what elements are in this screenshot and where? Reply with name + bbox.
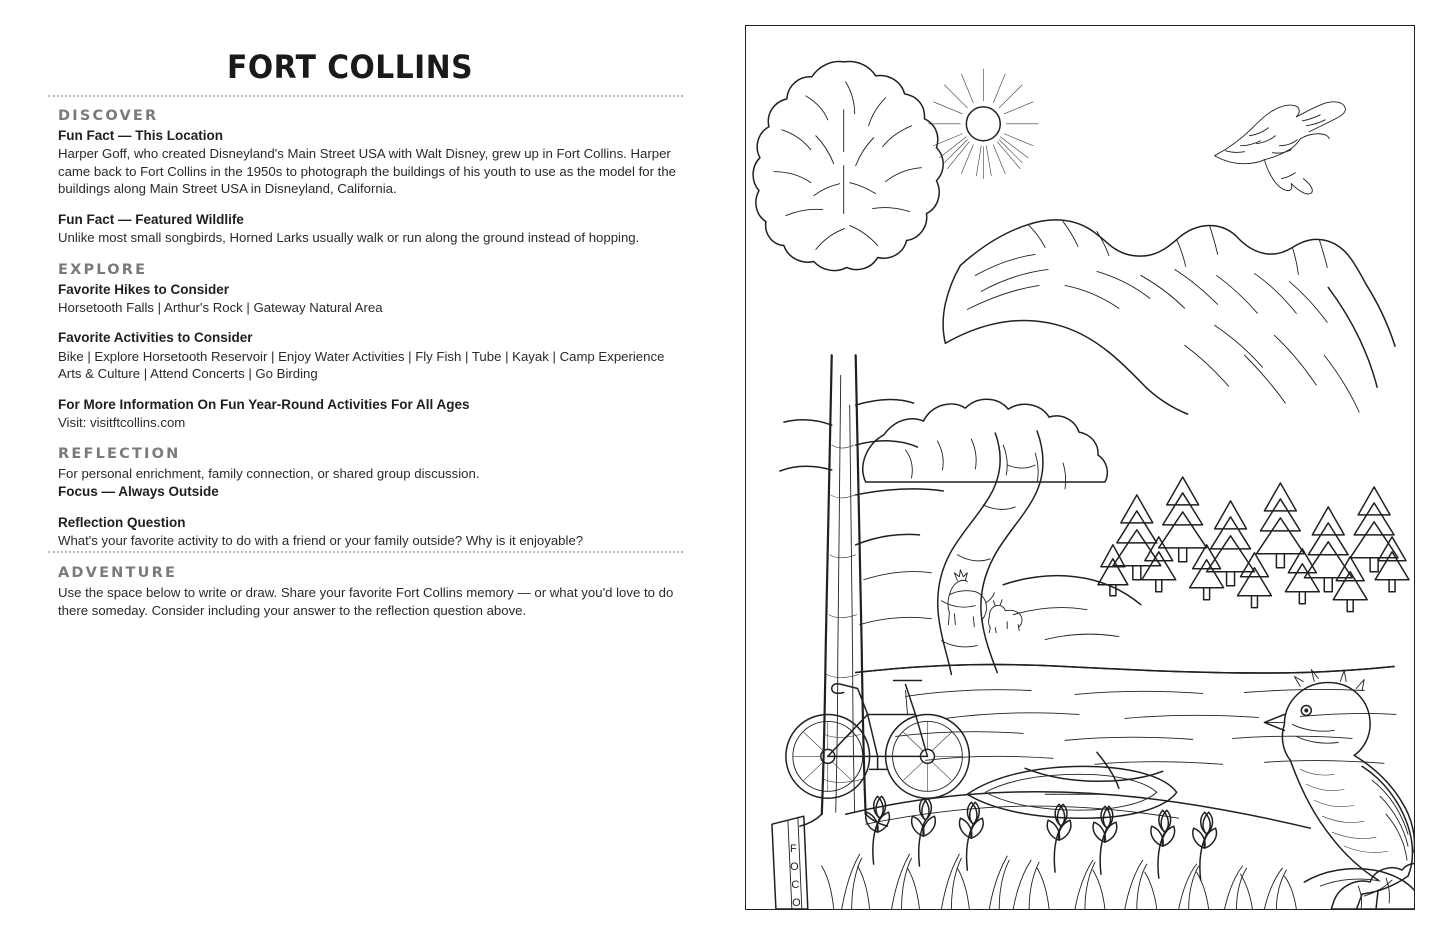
section-heading-explore: EXPLORE <box>58 261 148 278</box>
text-more-information: Visit: visitftcollins.com <box>58 414 186 430</box>
divider-top <box>48 95 683 97</box>
paddleboard-icon <box>967 752 1176 818</box>
text-reflection-intro: For personal enrichment, family connection, or shared group discussion. <box>58 466 480 482</box>
scene-svg <box>746 26 1414 909</box>
horsetooth-rock-ridge <box>943 220 1395 414</box>
soaring-hawk-icon <box>1215 102 1346 194</box>
section-heading-discover: DISCOVER <box>58 108 159 124</box>
wildflowers-and-grass <box>822 796 1414 909</box>
reservoir-water <box>846 665 1396 829</box>
text-column <box>0 0 700 935</box>
subheading-favorite-activities: Favorite Activities to Consider <box>58 330 253 346</box>
subheading-favorite-hikes: Favorite Hikes to Consider <box>58 281 230 297</box>
subheading-fun-fact-location: Fun Fact — This Location <box>58 128 223 143</box>
text-favorite-hikes: Horsetooth Falls | Arthur's Rock | Gateway Natural Area <box>58 299 383 315</box>
horned-lark-bird <box>1264 670 1414 909</box>
text-reflection-question: What's your favorite activity to do with a friend or your family outside? Why is it enjoyable? <box>58 533 584 549</box>
coloring-illustration-panel <box>745 25 1415 910</box>
content-body <box>58 108 683 619</box>
sun-with-rays-icon <box>928 69 1038 179</box>
text-fun-fact-wildlife: Unlike most small songbirds, Horned Larks usually walk or run along the ground instead of hopping. <box>58 230 640 246</box>
page-title: FORT COLLINS <box>227 48 473 86</box>
section-heading-adventure: ADVENTURE <box>58 565 178 581</box>
subheading-fun-fact-wildlife: Fun Fact — Featured Wildlife <box>58 211 244 227</box>
bicycle-icon <box>786 681 969 799</box>
subheading-reflection-question: Reflection Question <box>58 515 186 531</box>
svg-text:O: O <box>792 897 802 909</box>
subheading-focus: Focus — Always Outside <box>58 484 219 500</box>
post-label-text <box>790 843 802 909</box>
trail-marker-post <box>772 816 808 909</box>
divider-bottom <box>48 551 683 553</box>
subheading-more-information: For More Information On Fun Year-Round Activities For All Ages <box>58 396 470 412</box>
text-adventure: Use the space below to write or draw. Share your favorite Fort Collins memory — or what you'd love to do there someday. Consider including your answer to the reflection question above. <box>58 585 674 618</box>
svg-text:F: F <box>790 843 798 856</box>
svg-text:C: C <box>791 879 801 892</box>
section-heading-reflection: REFLECTION <box>58 446 181 463</box>
winding-trail <box>938 431 1043 674</box>
conifer-forest <box>863 399 1409 611</box>
text-fun-fact-location: Harper Goff, who created Disneyland's Main Street USA with Walt Disney, grew up in Fort Collins. Harper came back to Fort Collins in the 1950s to photograph the buildings of his youth to use as the model for the buildings along Main Street USA in Disneyland, California. <box>58 146 676 197</box>
svg-text:O: O <box>790 861 800 874</box>
text-favorite-activities: Bike | Explore Horsetooth Reservoir | Enjoy Water Activities | Fly Fish | Tube | Kayak | Camp Experience Arts & Culture | Attend Concerts | Go Birding <box>58 348 665 382</box>
